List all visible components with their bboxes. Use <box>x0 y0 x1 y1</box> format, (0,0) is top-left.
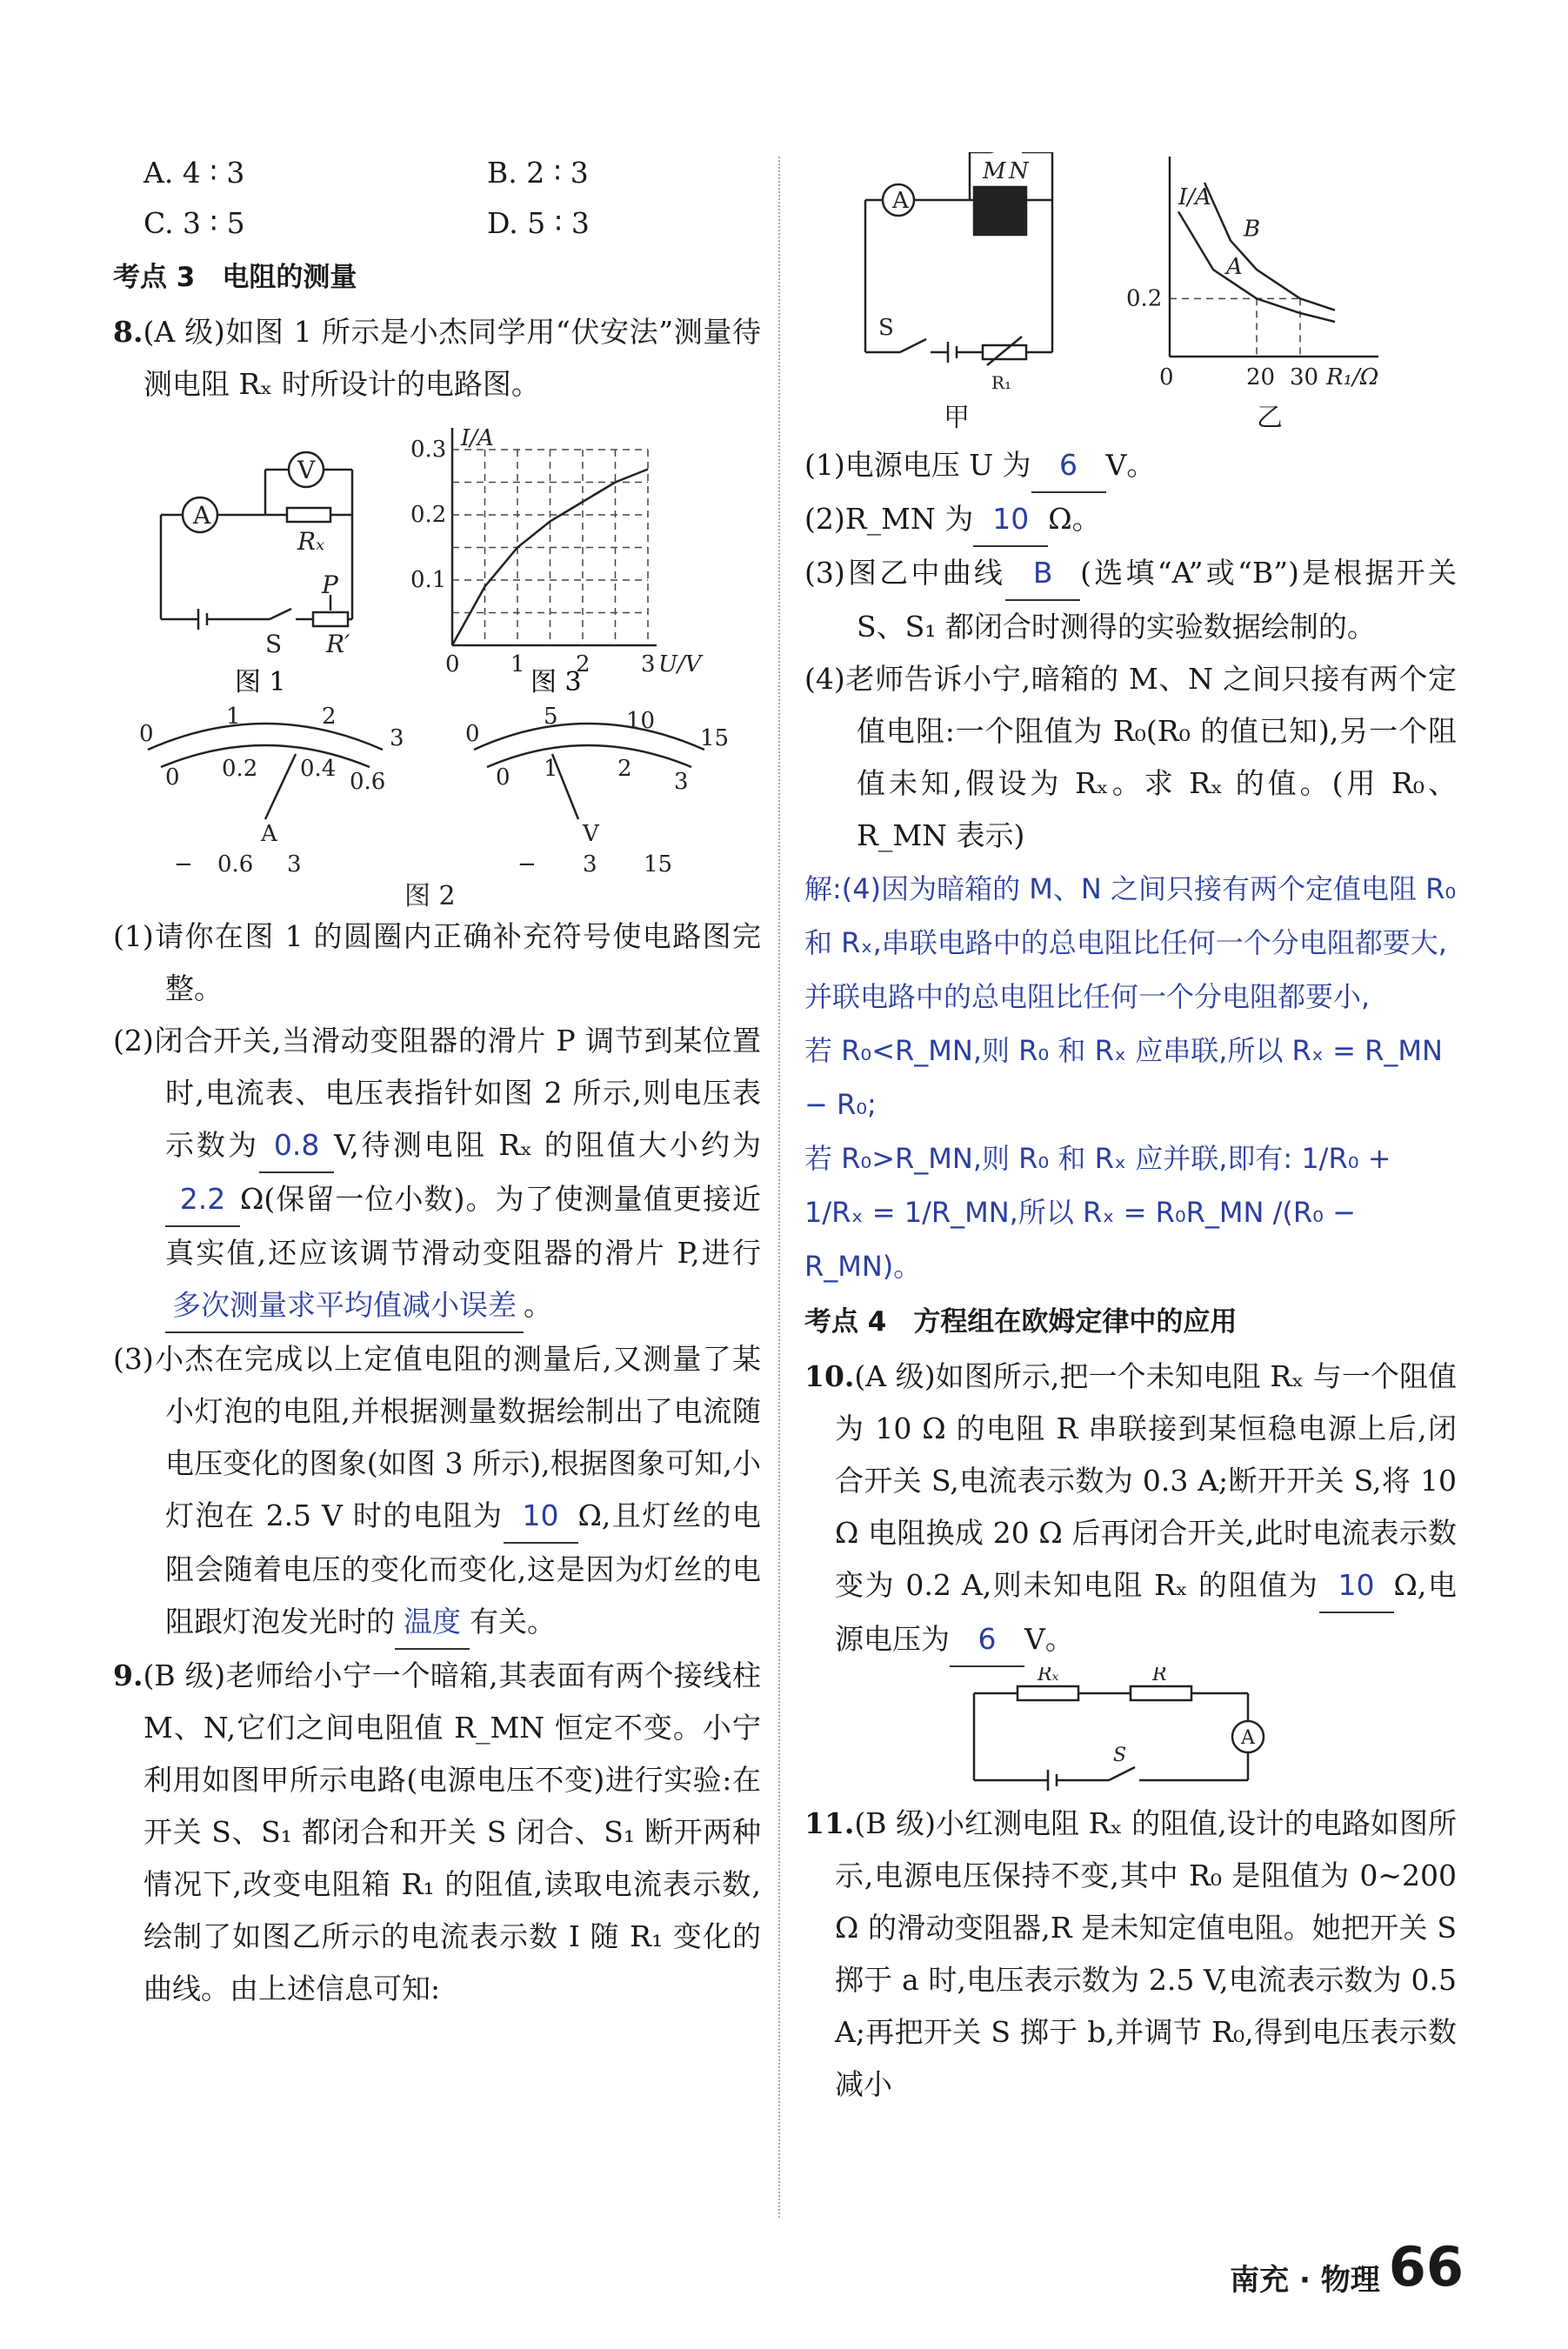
chart3-y-tick: 0.2 <box>410 502 447 528</box>
chart-yi-x-tick: 20 <box>1246 364 1276 390</box>
q9-part4: (4)老师告诉小宁,暗箱的 M、N 之间只接有两个定值电阻:一个阻值为 R₀(R₀ 的值已知),另一个阻值未知,假设为 Rₓ。求 Rₓ 的值。(用 R₀、R_MN 表示) <box>804 662 1457 852</box>
right-column <box>804 152 1457 2111</box>
svg-text:2: 2 <box>322 704 337 730</box>
svg-text:R: R <box>1152 1667 1167 1685</box>
svg-text:N: N <box>1009 158 1029 184</box>
voltmeter-label: V <box>297 456 316 484</box>
fig1-caption: 图 1 <box>235 667 286 697</box>
q9-part3: (3)图乙中曲线 B (选填“A”或“B”)是根据开关 S、S₁ 都闭合时测得的实验数据绘制的。 <box>804 547 1457 653</box>
q9-part1: (1)电源电压 U 为 6 V。 <box>804 439 1457 493</box>
fig-yi-caption: 乙 <box>1257 403 1283 433</box>
svg-text:0.6: 0.6 <box>217 851 254 878</box>
svg-text:10: 10 <box>626 708 656 734</box>
svg-text:0: 0 <box>465 721 480 747</box>
q8-stem: 8.(A 级)如图 1 所示是小杰同学用“伏安法”测量待测电阻 Rₓ 时所设计的电路图。 <box>113 315 761 401</box>
page-footer <box>1230 2235 1464 2299</box>
chart-yi-y-label: I/A <box>1178 184 1211 210</box>
svg-text:−: − <box>517 851 537 878</box>
svg-text:0.4: 0.4 <box>300 756 337 782</box>
switch-label: S <box>265 630 283 658</box>
svg-text:1: 1 <box>226 704 241 730</box>
rx-label: Rₓ <box>297 527 325 556</box>
chart-yi-labels <box>1126 184 1378 390</box>
chart-yi-series-a-label: A <box>1226 254 1243 280</box>
section-title-4: 考点 4 方程组在欧姆定律中的应用 <box>804 1306 1238 1338</box>
svg-text:S: S <box>1113 1745 1127 1766</box>
svg-text:S: S <box>878 315 894 341</box>
fig-jia-caption: 甲 <box>944 403 970 433</box>
circuit-fig1-and-chart-fig3 <box>113 410 761 697</box>
answer-voltage[interactable]: 0.8 <box>259 1119 334 1173</box>
solution-line-1: 解:(4)因为暗箱的 M、N 之间只接有两个定值电阻 R₀ 和 Rₓ,串联电路中的总电阻比任何一个分电阻都要大,并联电路中的总电阻比任何一个分电阻都要小, <box>804 872 1457 1013</box>
q10-stem: 10.(A 级)如图所示,把一个未知电阻 Rₓ 与一个阻值为 10 Ω 的电阻 R 串联接到某恒稳电源上后,闭合开关 S,电流表示数为 0.3 A;断开开关 S,将 10 Ω 电阻换成 20 Ω 后再闭合开关,此时电流表示数变为 0.2 A,则未知电阻 Rₓ 的阻值为 10 Ω,电源电压为 6 V。 <box>804 1351 1457 1667</box>
svg-text:−: − <box>174 851 193 878</box>
chart-yi-x-label: R₁/Ω <box>1326 364 1379 390</box>
svg-text:0.2: 0.2 <box>222 756 258 782</box>
q9-part2: (2)R_MN 为 10 Ω。 <box>804 493 1457 547</box>
p-label: P <box>322 571 338 599</box>
chart3-x-label: U/V <box>658 651 702 677</box>
page-number: 66 <box>1388 2235 1464 2299</box>
svg-text:0: 0 <box>165 764 180 791</box>
chart3-y-tick: 0.3 <box>410 437 447 463</box>
chart3-x-tick: 0 <box>445 651 460 677</box>
svg-text:0.6: 0.6 <box>350 769 386 795</box>
svg-text:A: A <box>261 821 277 847</box>
q8-part2: (2)闭合开关,当滑动变阻器的滑片 P 调节到某位置时,电流表、电压表指针如图 2 所示,则电压表示数为 0.8 V,待测电阻 Rₓ 的阻值大小约为2.2 Ω(保留一位小数)。为了使测量值更接近真实值,还应该调节滑动变阻器的滑片 P,进行多次测量求平均值减小误差 。 <box>113 1015 761 1333</box>
svg-text:A: A <box>1241 1727 1255 1749</box>
resistor-r-q10 <box>1131 1686 1191 1700</box>
option-c: C. 3 ∶ 5 <box>143 206 245 240</box>
svg-text:0: 0 <box>139 721 154 747</box>
svg-text:3: 3 <box>583 851 597 878</box>
chart-yi-curve-b <box>1204 183 1335 310</box>
svg-text:2: 2 <box>617 756 632 782</box>
chart3-y-tick: 0.1 <box>410 567 447 593</box>
svg-text:V: V <box>583 821 599 847</box>
svg-text:0: 0 <box>496 764 510 791</box>
ammeter-scale-inner <box>161 745 370 767</box>
rheostat <box>313 612 348 626</box>
black-box <box>974 187 1026 235</box>
svg-text:R₁: R₁ <box>991 372 1012 393</box>
fig2 <box>113 697 761 911</box>
chart-yi-series-b-label: B <box>1244 216 1261 243</box>
chart-yi-x-tick: 30 <box>1290 364 1319 390</box>
svg-text:M: M <box>983 158 1006 184</box>
section-title-3: 考点 3 电阻的测量 <box>113 262 357 293</box>
svg-text:5: 5 <box>544 704 558 730</box>
svg-text:15: 15 <box>700 725 730 751</box>
chart3-curve <box>452 470 648 646</box>
svg-text:3: 3 <box>674 769 689 795</box>
solution <box>804 862 1457 1293</box>
solution-line-2: 若 R₀<R_MN,则 R₀ 和 Rₓ 应串联,所以 Rₓ = R_MN − R₀; <box>804 1034 1443 1121</box>
left-column <box>113 148 761 2015</box>
svg-text:3: 3 <box>287 851 302 878</box>
chart3-x-tick: 2 <box>576 651 591 677</box>
answer-method[interactable]: 多次测量求平均值减小误差 <box>165 1279 524 1333</box>
chart3-x-tick: 1 <box>510 651 525 677</box>
fig-jia-yi <box>804 152 1457 439</box>
answer-curve[interactable]: B <box>1005 547 1080 601</box>
q8-part3: (3)小杰在完成以上定值电阻的测量后,又测量了某小灯泡的电阻,并根据测量数据绘制出了电流随电压变化的图象(如图 3 所示),根据图象可知,小灯泡在 2.5 V 时的电阻为 10 Ω,且灯丝的电阻会随着电压的变化而变化,这是因为灯丝的电阻跟灯泡发光时的 温度 有关。 <box>113 1333 761 1650</box>
svg-text:Rₓ: Rₓ <box>1038 1667 1059 1685</box>
svg-text:1: 1 <box>544 756 558 782</box>
rprime-label: R′ <box>326 630 350 658</box>
fig2-caption: 图 2 <box>404 881 456 911</box>
answer-u[interactable]: 6 <box>1031 439 1106 493</box>
answer-rmn[interactable]: 10 <box>973 493 1048 547</box>
q8-part1: (1)请你在图 1 的圆圈内正确补充符号使电路图完整。 <box>113 919 761 1005</box>
resistor-rx <box>287 508 330 522</box>
chart-yi-y-tick: 0.2 <box>1126 285 1163 312</box>
chart3-grid <box>452 450 648 645</box>
svg-text:3: 3 <box>390 725 404 751</box>
footer-name: 南充 · 物理 <box>1230 2263 1380 2298</box>
answer-bulb-resistance[interactable]: 10 <box>504 1490 578 1544</box>
q7-options <box>113 148 761 249</box>
q10-circuit <box>804 1667 1457 1798</box>
option-a: A. 4 ∶ 3 <box>143 156 245 190</box>
ammeter-label: A <box>193 501 211 530</box>
answer-source-voltage[interactable]: 6 <box>950 1613 1024 1667</box>
q9-stem: 9.(B 级)老师给小宁一个暗箱,其表面有两个接线柱 M、N,它们之间电阻值 R_MN 恒定不变。小宁利用如图甲所示电路(电源电压不变)进行实验:在开关 S、S₁ 都闭合和开关 S 闭合、S₁ 断开两种情况下,改变电阻箱 R₁ 的阻值,读取电流表示数,绘制了如图乙所示的电流表示数 I 随 R₁ 变化的曲线。由上述信息可知: <box>113 1658 761 2005</box>
chart3-y-label: I/A <box>461 425 494 451</box>
answer-resistance[interactable]: 2.2 <box>165 1173 240 1227</box>
svg-text:15: 15 <box>644 851 673 878</box>
voltmeter-scale-inner <box>487 745 691 767</box>
fig1-fig3 <box>113 410 761 697</box>
option-d: D. 5 ∶ 3 <box>487 206 590 240</box>
answer-rx[interactable]: 10 <box>1319 1559 1394 1613</box>
chart3-x-tick: 3 <box>641 651 656 677</box>
option-b: B. 2 ∶ 3 <box>487 156 589 190</box>
ammeter-needle <box>265 754 296 819</box>
fig3-caption: 图 3 <box>530 667 582 697</box>
meters-fig2 <box>113 697 761 911</box>
resistor-rx-q10 <box>1018 1686 1078 1700</box>
chart-yi-x-tick: 0 <box>1159 364 1174 390</box>
solution-line-3: 若 R₀>R_MN,则 R₀ 和 Rₓ 应并联,即有: 1/R₀ + 1/Rₓ = 1/R_MN,所以 Rₓ = R₀R_MN /(R₀ − R_MN)。 <box>804 1142 1391 1283</box>
answer-temperature[interactable]: 温度 <box>395 1596 470 1650</box>
q11-stem: 11.(B 级)小红测电阻 Rₓ 的阻值,设计的电路如图所示,电源电压保持不变,其中 R₀ 是阻值为 0~200 Ω 的滑动变阻器,R 是未知定值电阻。她把开关 S 掷于 a 时,电压表示数为 2.5 V,电流表示数为 0.5 A;再把开关 S 掷于 b,并调节 R₀,得到电压表示数减小 <box>804 1806 1457 2101</box>
column-divider <box>778 157 780 2218</box>
svg-text:A: A <box>892 188 909 214</box>
circuit-jia-and-chart-yi <box>804 152 1457 439</box>
